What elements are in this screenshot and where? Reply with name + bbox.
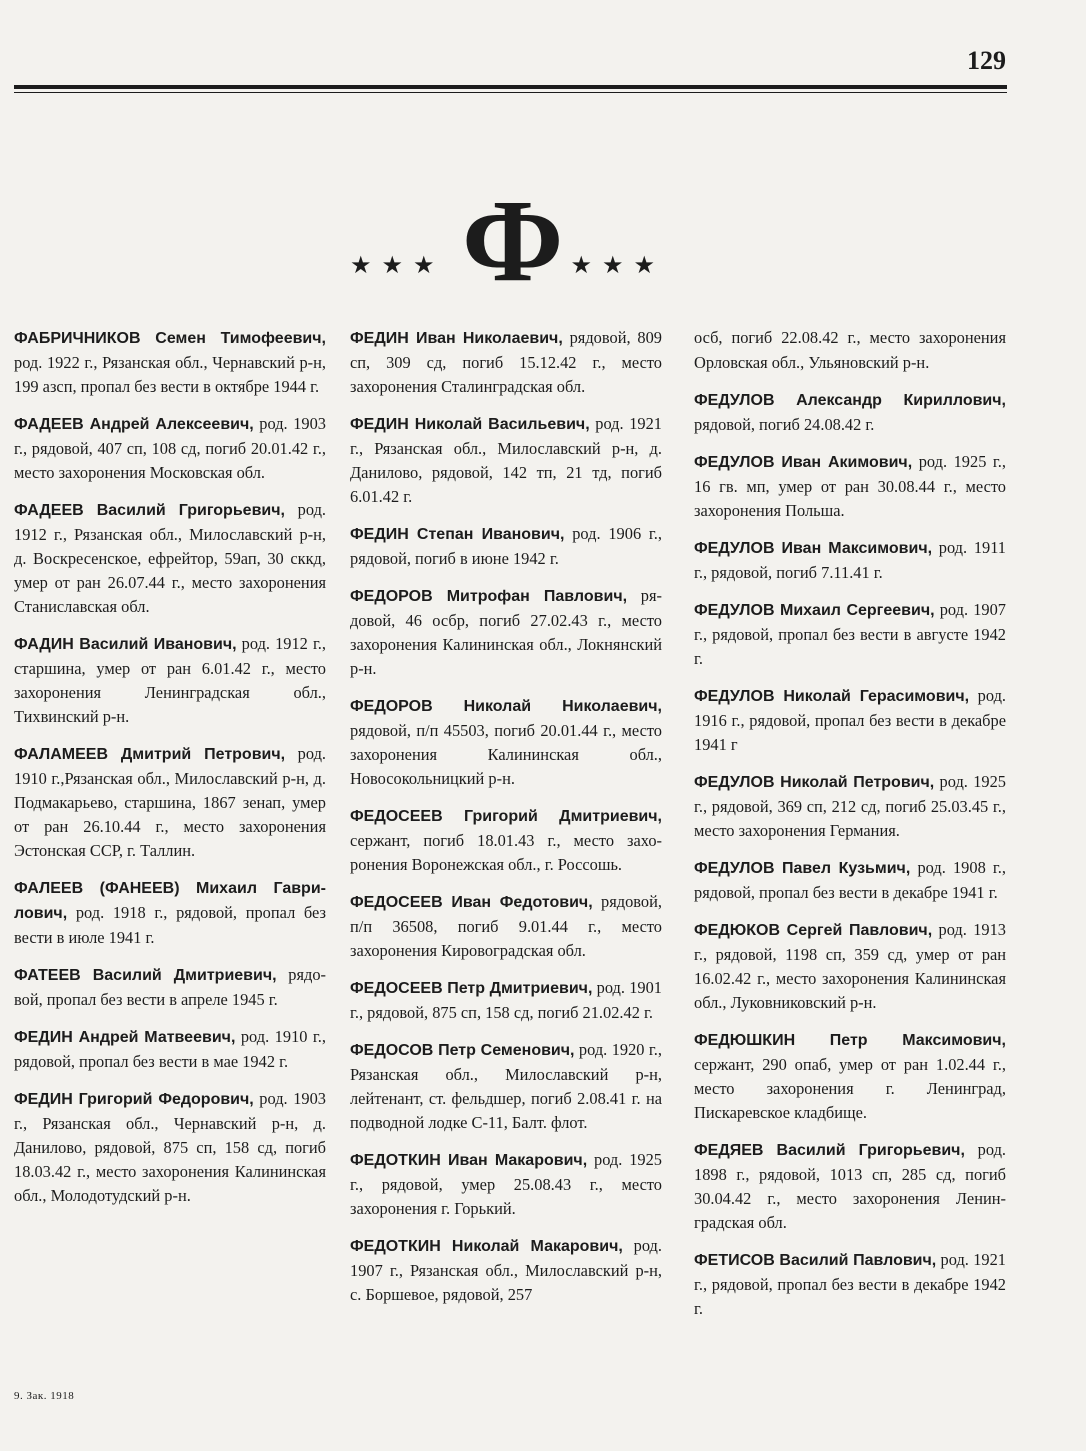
entry [350,694,662,791]
header-rule-thick [14,85,1007,89]
entry-name: ФЕДУЛОВ Николай Петрович, [694,774,935,791]
entry-name: ФЕДИН Иван Николаевич, [350,330,563,347]
entry-name: ФЕДОТКИН Николай Макарович, [350,1238,623,1255]
entry-text: род. 1910 г.,Рязанская обл., Милославский р-н, д. Подмакарьево, старшина, 1867 зенап, умер от ран 26.10.44 г., место захоронения Эстонская ССР, г. Таллин. [14,744,326,860]
entry-name: ФЕДОСЕЕВ Григорий Дмитриевич, [350,808,662,825]
entry-text: род. 1901 г., рядовой, 875 сп, 158 сд, погиб 21.02.42 г. [350,978,662,1022]
entry-name: ФЕДЮКОВ Сергей Павлович, [694,922,933,939]
entry [694,684,1006,757]
entry-text: род. 1918 г., рядовой, пропал без вести в июле 1941 г. [14,903,326,947]
entry-name: ФЕДОРОВ Николай Николаевич, [350,698,662,715]
entry-text: сержант, погиб 18.01.43 г., место захоронения Воронежская обл., г. Россошь. [350,831,662,874]
entry-text: рядовой, пропал без вести в апреле 1945 г. [14,965,326,1009]
column-1 [14,326,326,1221]
entry [14,1087,326,1208]
page-number: 129 [967,46,1006,75]
entry-name: ФЕДУЛОВ Иван Максимович, [694,540,933,557]
entry-name: ФЕТИСОВ Василий Павлович, [694,1252,937,1269]
entry-name: ФЕДОРОВ Митрофан Павлович, [350,588,628,605]
entry-text: род. 1922 г., Рязанская обл., Чернавский р-н, 199 азсп, пропал без вести в октябре 1944 г. [14,353,326,396]
entry [14,632,326,729]
entry-text: рядовой, погиб 24.08.42 г. [694,415,875,434]
entry-name: ФАДЕЕВ Андрей Алексеевич, [14,416,254,433]
entry-text: осб, погиб 22.08.42 г., место захоронения Орловская обл., Ульяновский р-н. [694,328,1006,372]
section-heading [350,175,665,310]
entry-name: ФАДЕЕВ Василий Григорьевич, [14,502,285,519]
entry [350,584,662,681]
stars-right: ★★★ [570,253,665,279]
entry [14,742,326,863]
entry-name: ФЕДУЛОВ Михаил Сергеевич, [694,602,935,619]
entry-text: род. 1903 г., рядовой, 407 сп, 108 сд, погиб 20.01.42 г., место захоронения Московская обл. [14,414,326,482]
entry-text: рядовой, п/п 36508, погиб 9.01.44 г., место захоронения Кировоградская обл. [350,892,662,960]
entry-name: ФАЛАМЕЕВ Дмитрий Петрович, [14,746,286,763]
entry [350,976,662,1025]
entry-text: род. 1921 г., Рязанская обл., Милославский р-н, д. Данилово, рядовой, 142 тп, 21 тд, погиб 6.01.42 г. [350,414,662,506]
entry-text: род. 1921 г., рядовой, пропал без вести в декабре 1942 г. [694,1250,1006,1318]
entry-name: ФЕДИН Андрей Матвеевич, [14,1029,236,1046]
entry [14,412,326,485]
entry-name: ФЕДЯЕВ Василий Григорьевич, [694,1142,965,1159]
entry [350,1148,662,1221]
entry-text: род. 1913 г., рядовой, 1198 сп, 359 сд, умер от ран 16.02.42 г., место захоронения Калининская обл., Луковниковский р-н. [694,920,1006,1012]
entry-name: ФЕДУЛОВ Александр Кириллович, [694,392,1006,409]
entry-text: род. 1898 г., рядовой, 1013 сп, 285 сд, погиб 30.04.42 г., место захоронения Ленинградская обл. [694,1140,1006,1232]
entry [350,412,662,509]
entry-name: ФЕДОСЕЕВ Иван Федотович, [350,894,593,911]
stars-left: ★★★ [350,253,445,279]
entry-text: род. 1912 г., старшина, умер от ран 6.01.42 г., место захоронения Ленинградская обл., Тихвинский р-н. [14,634,327,726]
entry-name: ФАЛЕЕВ (ФАНЕЕВ) Михаил Гаврилович, [14,880,326,922]
entry-text: род. 1911 г., рядовой, погиб 7.11.41 г. [694,538,1006,582]
entry [694,918,1006,1015]
section-letter: Ф [462,175,564,306]
entry [14,876,326,950]
entry [694,1248,1006,1321]
entry-text: рядовой, 809 сп, 309 сд, погиб 15.12.42 г., место захоронения Сталинградская обл. [350,328,662,396]
entry-text: род. 1925 г., рядовой, 369 сп, 212 сд, погиб 25.03.45 г., место захоронения Германия. [694,772,1006,840]
entry [350,1234,662,1307]
entry-name: ФЕДУЛОВ Павел Кузьмич, [694,860,911,877]
entry-name: ФЕДИН Степан Иванович, [350,526,565,543]
footer-print-note: 9. Зак. 1918 [14,1390,75,1402]
entry [14,963,326,1012]
entry-text: род. 1908 г., рядовой, пропал без вести в декабре 1941 г. [694,858,1007,902]
entry [350,804,662,877]
entry-text: род. 1910 г., рядовой, пропал без вести в мае 1942 г. [14,1027,327,1071]
entry [694,326,1006,375]
entry-name: ФЕДУЛОВ Николай Герасимович, [694,688,970,705]
entry-text: род. 1903 г., Рязанская обл., Чернавский р-н, д. Данилово, рядовой, 875 сп, 158 сд, погиб 18.03.42 г., место захоронения Калининская обл., Молодотудский р-н. [14,1089,326,1205]
entry-name: ФЕДУЛОВ Иван Акимович, [694,454,913,471]
column-2 [350,326,662,1320]
entry-name: ФАДИН Василий Иванович, [14,636,237,653]
entry-name: ФЕДОСОВ Петр Семенович, [350,1042,575,1059]
entry-text: род. 1907 г., рядовой, пропал без вести в августе 1942 г. [694,600,1006,668]
entry-text: род. 1906 г., рядовой, погиб в июне 1942 г. [350,524,662,568]
entry-text: рядовой, 46 осбр, погиб 27.02.43 г., место захоронения Калининская обл., Локнянский р-н. [350,586,662,678]
entry [694,536,1006,585]
entry-text: род. 1916 г., рядовой, пропал без вести в декабре 1941 г [694,686,1007,754]
entry [14,498,326,619]
entry [14,326,326,399]
entry [694,598,1006,671]
entry [694,388,1006,437]
entry [694,450,1006,523]
entry-name: ФЕДЮШКИН Петр Максимович, [694,1032,1006,1049]
entry [694,770,1006,843]
entry-text: род. 1907 г., Рязанская обл., Милославский р-н, с. Боршевое, рядовой, 257 [350,1236,662,1304]
entry-name: ФЕДИН Николай Васильевич, [350,416,590,433]
header-rule-thin [14,92,1007,93]
entry-text: род. 1925 г., 16 гв. мп, умер от ран 30.08.44 г., место захоронения Польша. [694,452,1007,520]
entry-name: ФЕДОТКИН Иван Макарович, [350,1152,588,1169]
entry [694,1138,1006,1235]
entry [350,1038,662,1135]
entry [14,1025,326,1074]
entry [350,326,662,399]
entry-name: ФЕДИН Григорий Федорович, [14,1091,254,1108]
entry-text: род. 1925 г., рядовой, умер 25.08.43 г., место захоронения г. Горький. [350,1150,662,1218]
entry-name: ФАБРИЧНИКОВ Семен Тимофеевич, [14,330,326,347]
entry-text: сержант, 290 опаб, умер от ран 1.02.44 г., место захоронения г. Ленинград, Пискаревское кладбище. [694,1055,1006,1122]
entry [694,1028,1006,1125]
entry [350,890,662,963]
entry [350,522,662,571]
entry-text: род. 1920 г., Рязанская обл., Милославский р-н, лейтенант, ст. фельдшер, погиб 2.08.41 г. на подводной лодке С-11, Балт. флот. [350,1040,662,1132]
column-3 [694,326,1006,1334]
entry-name: ФАТЕЕВ Василий Дмитриевич, [14,967,277,984]
entry [694,856,1006,905]
entry-text: рядовой, п/п 45503, погиб 20.01.44 г., место захоронения Калининская обл., Новосокольницкий р-н. [350,721,662,788]
entry-name: ФЕДОСЕЕВ Петр Дмитриевич, [350,980,593,997]
entry-text: род. 1912 г., Рязанская обл., Милославский р-н, д. Воскресенское, ефрейтор, 59ап, 30 сккд, умер от ран 26.07.44 г., место захоронения Станиславская обл. [14,500,327,616]
